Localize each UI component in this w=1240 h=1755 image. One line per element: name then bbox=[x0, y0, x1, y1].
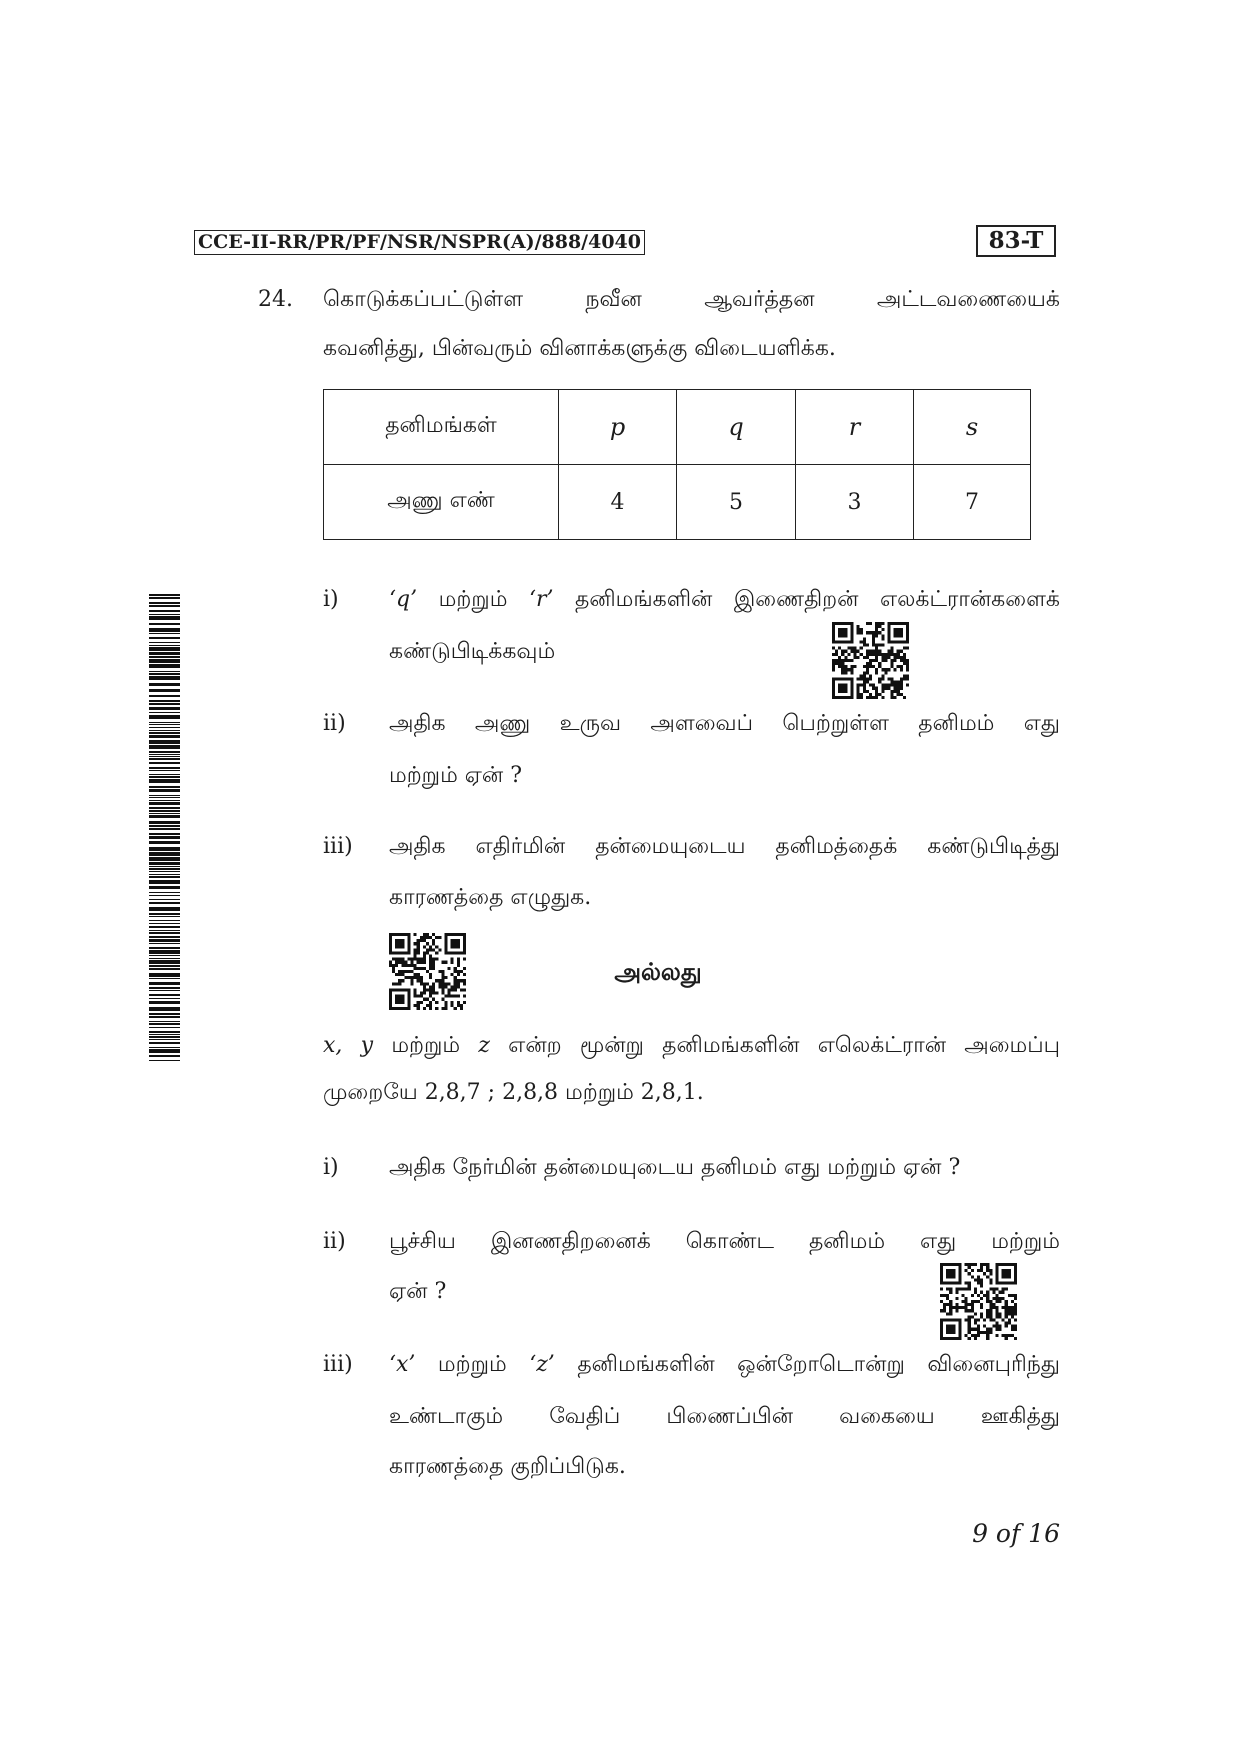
qr-finder-pattern bbox=[940, 1263, 962, 1285]
qr-finder-center bbox=[451, 939, 460, 948]
part-b-iii-line-3: காரணத்தை குறிப்பிடுக. bbox=[389, 1454, 626, 1479]
element-x-reference: ‘x’ bbox=[389, 1352, 416, 1377]
alternative-intro-line-1 bbox=[323, 1026, 1060, 1066]
qr-finder-pattern bbox=[995, 1263, 1017, 1285]
atomic-number-s: 7 bbox=[914, 465, 1031, 540]
element-z-reference: ‘z’ bbox=[529, 1352, 555, 1377]
qr-finder-pattern bbox=[389, 988, 411, 1010]
part-a-i-label: i) bbox=[323, 587, 339, 612]
barcode bbox=[149, 594, 180, 1061]
part-a-ii-line-1: அதிக அணு உருவ அளவைப் பெற்றுள்ள தனிமம் எது bbox=[389, 711, 1060, 736]
qr-finder-pattern bbox=[832, 622, 854, 644]
atomic-number-r: 3 bbox=[796, 465, 914, 540]
element-y-reference: y bbox=[360, 1033, 374, 1058]
qr-finder-center bbox=[946, 1325, 955, 1334]
part-b-iii-line-1 bbox=[389, 1345, 1060, 1385]
question-text: தனிமங்களின் ஒன்றோடொன்று வினைபுரிந்து bbox=[577, 1352, 1060, 1377]
conjunction-text: மற்றும் bbox=[391, 1033, 461, 1058]
element-r-reference: ‘r’ bbox=[528, 587, 554, 612]
part-a-ii-label: ii) bbox=[323, 711, 346, 736]
qr-finder-pattern bbox=[940, 1318, 962, 1340]
qr-finder-center bbox=[894, 628, 903, 637]
row-header-atomic-number: அணு எண் bbox=[324, 465, 559, 540]
part-a-iii-line-1: அதிக எதிர்மின் தன்மையுடைய தனிமத்தைக் கண்டுபிடித்து bbox=[389, 834, 1060, 859]
paper-code-label: CCE-II-RR/PR/PF/NSR/NSPR(A)/888/4040 bbox=[194, 230, 645, 255]
part-b-ii-line-2: ஏன் ? bbox=[389, 1279, 447, 1304]
part-a-i-line-2: கண்டுபிடிக்கவும் bbox=[389, 639, 556, 664]
qr-finder-center bbox=[946, 1269, 955, 1278]
atomic-number-p: 4 bbox=[559, 465, 677, 540]
part-b-i-label: i) bbox=[323, 1155, 339, 1180]
question-text: தனிமங்களின் இணைதிறன் எலக்ட்ரான்களைக் bbox=[575, 587, 1061, 612]
row-header-elements: தனிமங்கள் bbox=[324, 390, 559, 465]
table-row-atomic-number bbox=[324, 465, 1031, 540]
qr-code bbox=[389, 933, 466, 1010]
part-a-iii-line-2: காரணத்தை எழுதுக. bbox=[389, 885, 592, 910]
conjunction-text: மற்றும் bbox=[438, 587, 508, 612]
periodic-elements-table bbox=[323, 389, 1031, 540]
question-intro-line-1: கொடுக்கப்பட்டுள்ள நவீன ஆவர்த்தன அட்டவணையைக் bbox=[323, 287, 1060, 312]
page-number: 9 of 16 bbox=[972, 1519, 1060, 1548]
element-symbol-s: s bbox=[914, 390, 1031, 465]
qr-finder-pattern bbox=[444, 933, 466, 955]
part-b-ii-line-1: பூச்சிய இனணதிறனைக் கொண்ட தனிமம் எது மற்றும் bbox=[389, 1229, 1060, 1254]
qr-code bbox=[832, 622, 909, 699]
element-symbol-p: p bbox=[559, 390, 677, 465]
qr-finder-center bbox=[395, 995, 404, 1004]
part-b-iii-line-2: உண்டாகும் வேதிப் பிணைப்பின் வகையை ஊகித்து bbox=[389, 1404, 1060, 1429]
question-text: என்ற மூன்று தனிமங்களின் எலெக்ட்ரான் அமைப்பு bbox=[508, 1033, 1061, 1058]
part-a-i-line-1 bbox=[389, 580, 1060, 620]
question-intro-line-2: கவனித்து, பின்வரும் வினாக்களுக்கு விடையளிக்க. bbox=[323, 336, 836, 361]
barcode-bars bbox=[149, 594, 180, 1061]
table-row-elements bbox=[324, 390, 1031, 465]
or-divider-label: அல்லது bbox=[614, 957, 702, 986]
qr-finder-center bbox=[1002, 1269, 1011, 1278]
part-a-ii-line-2: மற்றும் ஏன் ? bbox=[389, 763, 523, 788]
element-z-reference: z bbox=[478, 1033, 490, 1058]
atomic-number-q: 5 bbox=[677, 465, 796, 540]
qr-finder-pattern bbox=[389, 933, 411, 955]
element-q-reference: ‘q’ bbox=[389, 587, 418, 612]
qr-finder-center bbox=[395, 939, 404, 948]
element-symbol-r: r bbox=[796, 390, 914, 465]
element-symbol-q: q bbox=[677, 390, 796, 465]
qr-finder-pattern bbox=[832, 677, 854, 699]
part-b-i-line-1: அதிக நேர்மின் தன்மையுடைய தனிமம் எது மற்றும் ஏன் ? bbox=[389, 1155, 961, 1180]
conjunction-text: மற்றும் bbox=[437, 1352, 507, 1377]
element-x-reference: x, bbox=[323, 1033, 343, 1058]
qr-finder-center bbox=[838, 628, 847, 637]
alternative-intro-line-2: முறையே 2,8,7 ; 2,8,8 மற்றும் 2,8,1. bbox=[323, 1080, 704, 1105]
qr-code bbox=[940, 1263, 1017, 1340]
qr-finder-center bbox=[838, 684, 847, 693]
paper-id-box: 83-T bbox=[976, 225, 1056, 257]
part-b-iii-label: iii) bbox=[323, 1352, 353, 1377]
part-b-ii-label: ii) bbox=[323, 1229, 346, 1254]
part-a-iii-label: iii) bbox=[323, 834, 353, 859]
question-number: 24. bbox=[258, 287, 293, 312]
qr-finder-pattern bbox=[887, 622, 909, 644]
